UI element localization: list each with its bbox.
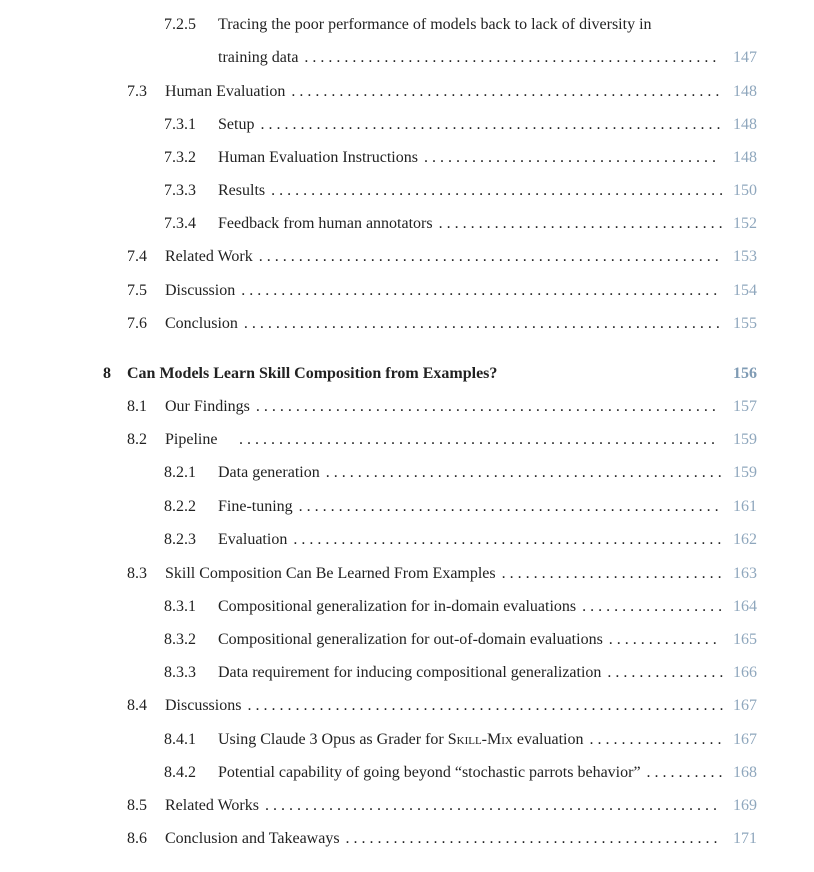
section-number: 8.6	[127, 830, 147, 847]
toc-entry[interactable]	[164, 113, 757, 137]
toc-entry[interactable]	[164, 661, 757, 685]
section-number: 8.3.2	[164, 631, 196, 648]
dot-leader: . . . . . . . . . . . . . . . . . . . . . . . . . . . . . . . . . . . . . . . . . . . . . . . . . . . . . .	[293, 531, 722, 548]
skill-mix-term: Skill-Mix	[447, 731, 513, 748]
section-number: 8.4.2	[164, 764, 196, 781]
section-title[interactable]: Human Evaluation	[165, 83, 286, 100]
toc-entry[interactable]	[127, 827, 757, 851]
dot-leader: . . . . . . . . . . . . . . . . . . . . . . . . . . . . . . . . . . . . . . . . . . . . . . . . . . . . . . . . . .	[255, 398, 716, 415]
section-number: 7.4	[127, 248, 147, 265]
page-number-link[interactable]: 164	[733, 598, 757, 615]
page-number-link[interactable]: 159	[733, 464, 757, 481]
dot-leader: . . . . . . . . . . . . . . . . . . . . . . . . . . . . . . . . . . . . . . . . . . . . . . . . . . . .	[304, 49, 717, 66]
section-title[interactable]: Pipeline	[165, 431, 218, 448]
section-title[interactable]: Related Works	[165, 797, 259, 814]
toc-entry[interactable]	[127, 80, 757, 104]
section-number: 7.3	[127, 83, 147, 100]
page-number-link[interactable]: 150	[733, 182, 757, 199]
section-title[interactable]: Human Evaluation Instructions	[218, 149, 418, 166]
page-number-link[interactable]: 167	[733, 697, 757, 714]
toc-entry[interactable]	[164, 761, 757, 785]
toc-entry[interactable]	[164, 179, 757, 203]
section-number: 7.6	[127, 315, 147, 332]
dot-leader: . . . . . . . . . . . . . . . . . . . . . . . . . . . . . . . . . . . . . . . . . . . . . . . . . . . . . . . . .	[264, 797, 717, 814]
section-number: 7.3.3	[164, 182, 196, 199]
dot-leader: . . . . . . . . . . . . . . . . . . . . . . . . . . . . . . . . . . . . . . . . . . . . . . . . . . . . . . . . . .	[258, 248, 719, 265]
page-number-link[interactable]: 148	[733, 116, 757, 133]
dot-leader: . . . . . . . . . . . . . . . . . . . . . . . . . . . . . . . . . . . .	[438, 215, 723, 232]
dot-leader: . . . . . . . . . . . . . . .	[607, 664, 724, 681]
section-title[interactable]: Using Claude 3 Opus as Grader for Skill-Mix evaluation	[218, 731, 584, 748]
page-number-link[interactable]: 162	[733, 531, 757, 548]
toc-entry[interactable]	[127, 312, 757, 336]
dot-leader: . . . . . . . . . . . . . . . . . . . . . . . . . . . . . . . . . . . . . . . . . . . . . . . . . . . . . . . . .	[271, 182, 724, 199]
dot-leader: . . . . . . . . . . . . . . . . . . . . . . . . . . . . . . . . . . . . . . . . . . . . . . .	[345, 830, 718, 847]
dot-leader: . . . . . . . . . . . . . .	[608, 631, 717, 648]
section-number: 7.3.1	[164, 116, 196, 133]
dot-leader: . . . . . . . . . . . . . . . . . . . . . . . . . . . .	[501, 565, 722, 582]
toc-chapter-entry[interactable]	[103, 362, 757, 386]
toc-entry[interactable]	[127, 245, 757, 269]
toc-entry[interactable]	[127, 694, 757, 718]
page-number-link[interactable]: 157	[733, 398, 757, 415]
section-title[interactable]: training data	[218, 49, 299, 66]
section-title[interactable]: Tracing the poor performance of models back to lack of diversity in	[218, 16, 652, 33]
page-number-link[interactable]: 169	[733, 797, 757, 814]
section-title[interactable]: Compositional generalization for out-of-domain evaluations	[218, 631, 603, 648]
section-number: 8.4	[127, 697, 147, 714]
toc-entry[interactable]	[164, 628, 757, 652]
page-number-link[interactable]: 156	[733, 365, 757, 382]
section-number: 8.3	[127, 565, 147, 582]
section-title[interactable]: Evaluation	[218, 531, 288, 548]
toc-entry[interactable]	[164, 146, 757, 170]
section-title[interactable]: Data generation	[218, 464, 320, 481]
section-title[interactable]: Can Models Learn Skill Composition from Examples?	[127, 365, 498, 382]
toc-entry[interactable]	[164, 461, 757, 485]
section-title[interactable]: Our Findings	[165, 398, 250, 415]
section-title[interactable]: Fine-tuning	[218, 498, 293, 515]
dot-leader: . . . . . . . . . . . . . . . . . . . . . . . . . . . . . . . . . . . . . . . . . . . . . . . . . . . . . . . . . . . .	[239, 431, 715, 448]
section-title[interactable]: Conclusion	[165, 315, 238, 332]
page-number-link[interactable]: 148	[733, 149, 757, 166]
dot-leader: . . . . . . . . . . . . . . . . . .	[582, 598, 723, 615]
section-number: 8.2.2	[164, 498, 196, 515]
page-number-link[interactable]: 153	[733, 248, 757, 265]
toc-entry[interactable]	[127, 428, 757, 452]
toc-entry[interactable]	[164, 212, 757, 236]
section-number: 8.2	[127, 431, 147, 448]
toc-entry[interactable]	[164, 528, 757, 552]
dot-leader: . . . . . . . . . . . . . . . . . . . . . . . . . . . . . . . . . . . . .	[423, 149, 716, 166]
toc-entry[interactable]	[218, 46, 757, 70]
section-number: 7.3.2	[164, 149, 196, 166]
dot-leader: . . . . . . . . . . . . . . . . . . . . . . . . . . . . . . . . . . . . . . . . . . . . . . . . . .	[325, 464, 722, 481]
page-number-link[interactable]: 152	[733, 215, 757, 232]
section-title[interactable]: Feedback from human annotators	[218, 215, 433, 232]
section-title[interactable]: Discussions	[165, 697, 242, 714]
section-number: 7.5	[127, 282, 147, 299]
toc-entry[interactable]	[164, 13, 757, 37]
page-number-link[interactable]: 147	[733, 49, 757, 66]
toc-entry[interactable]	[127, 562, 757, 586]
section-title[interactable]: Setup	[218, 116, 255, 133]
dot-leader: . . . . . . . . . . . . . . . . . . . . . . . . . . . . . . . . . . . . . . . . . . . . . . . . . . . . . . . . . . . .	[241, 282, 718, 299]
section-title[interactable]: Results	[218, 182, 266, 199]
dot-leader: . . . . . . . . . .	[646, 764, 723, 781]
section-number: 8	[103, 365, 111, 382]
section-number: 8.1	[127, 398, 147, 415]
toc-entry[interactable]	[164, 728, 757, 752]
page-number-link[interactable]: 166	[733, 664, 757, 681]
section-number: 8.4.1	[164, 731, 196, 748]
section-number: 8.3.3	[164, 664, 196, 681]
page-number-link[interactable]: 163	[733, 565, 757, 582]
toc-entry[interactable]	[127, 395, 757, 419]
section-number: 8.5	[127, 797, 147, 814]
section-title[interactable]: Related Work	[165, 248, 253, 265]
section-number: 7.3.4	[164, 215, 196, 232]
page-number-link[interactable]: 161	[733, 498, 757, 515]
dot-leader: . . . . . . . . . . . . . . . . . . . . . . . . . . . . . . . . . . . . . . . . . . . . . . . . . . . . .	[298, 498, 719, 515]
section-title[interactable]: Compositional generalization for in-domain evaluations	[218, 598, 577, 615]
section-title[interactable]: Data requirement for inducing compositional generalization	[218, 664, 602, 681]
dot-leader: . . . . . . . . . . . . . . . . . . . . . . . . . . . . . . . . . . . . . . . . . . . . . . . . . . . . . .	[291, 83, 720, 100]
section-number: 7.2.5	[164, 16, 196, 33]
dot-leader: . . . . . . . . . . . . . . . . . . . . . . . . . . . . . . . . . . . . . . . . . . . . . . . . . . . . . . . . . . . .	[243, 315, 720, 332]
toc-entry[interactable]	[127, 794, 757, 818]
page-number-link[interactable]: 167	[733, 731, 757, 748]
page-number-link[interactable]: 148	[733, 83, 757, 100]
dot-leader: . . . . . . . . . . . . . . . . .	[589, 731, 722, 748]
dot-leader: . . . . . . . . . . . . . . . . . . . . . . . . . . . . . . . . . . . . . . . . . . . . . . . . . . . . . . . . . .	[260, 116, 721, 133]
section-title[interactable]: Conclusion and Takeaways	[165, 830, 340, 847]
page-number-link[interactable]: 155	[733, 315, 757, 332]
page-number-link[interactable]: 165	[733, 631, 757, 648]
toc-entry[interactable]	[164, 495, 757, 519]
page-number-link[interactable]: 154	[733, 282, 757, 299]
section-title[interactable]: Potential capability of going beyond “stochastic parrots behavior”	[218, 764, 641, 781]
page-number-link[interactable]: 171	[733, 830, 757, 847]
page-number-link[interactable]: 168	[733, 764, 757, 781]
section-number: 8.2.3	[164, 531, 196, 548]
section-title[interactable]: Skill Composition Can Be Learned From Examples	[165, 565, 496, 582]
section-title[interactable]: Discussion	[165, 282, 236, 299]
section-number: 8.2.1	[164, 464, 196, 481]
toc-entry[interactable]	[164, 595, 757, 619]
dot-leader: . . . . . . . . . . . . . . . . . . . . . . . . . . . . . . . . . . . . . . . . . . . . . . . . . . . . . . . . . . . .	[247, 697, 724, 714]
section-number: 8.3.1	[164, 598, 196, 615]
page-number-link[interactable]: 159	[733, 431, 757, 448]
toc-entry[interactable]	[127, 279, 757, 303]
